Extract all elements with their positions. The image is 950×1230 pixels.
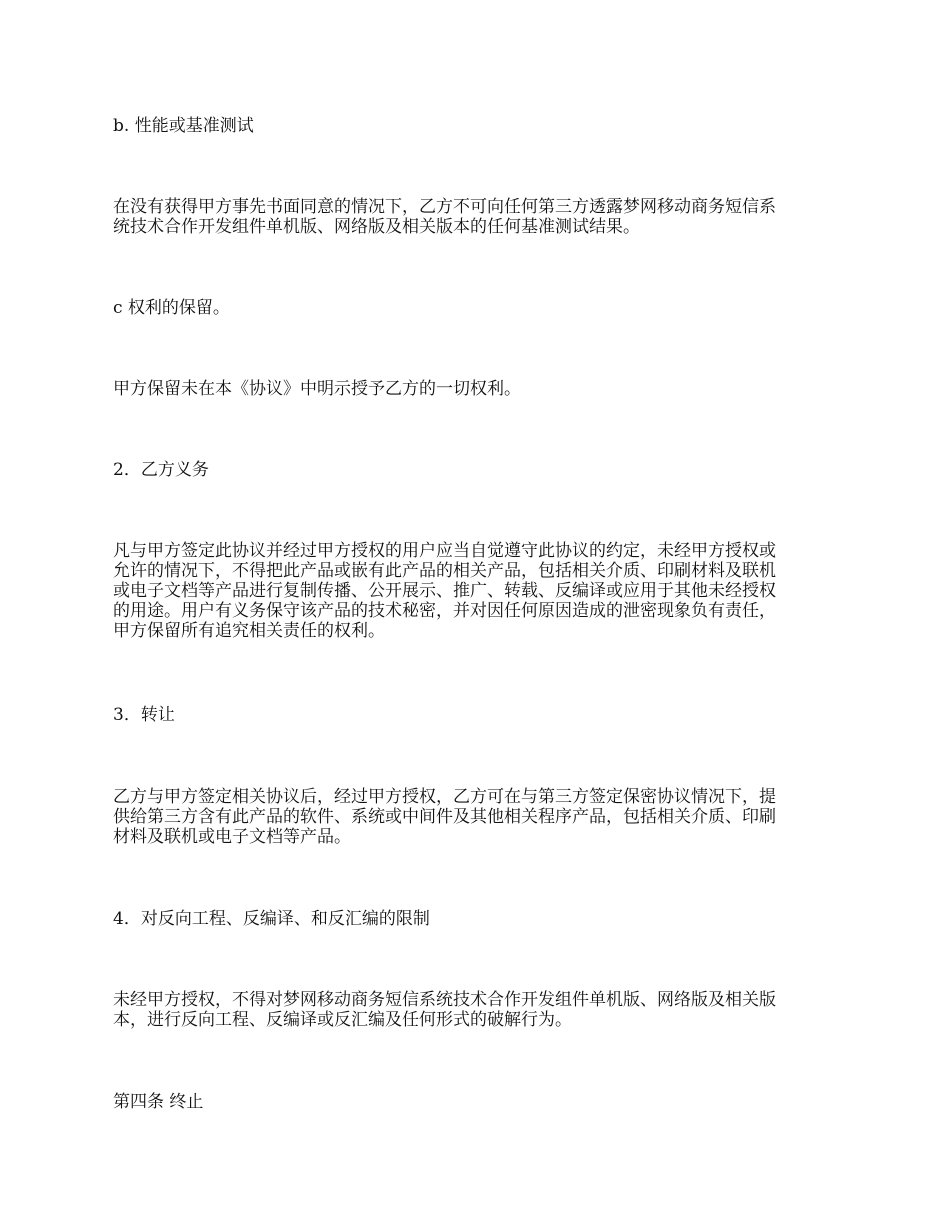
- paragraph-benchmark-disclosure: 在没有获得甲方事先书面同意的情况下，乙方不可向任何第三方透露梦网移动商务短信系 统技术合作开发组件单机版、网络版及相关版本的任何基准测试结果。: [113, 197, 776, 237]
- section-3-heading: 3．转让: [113, 705, 175, 725]
- subsection-c-heading: c 权利的保留。: [113, 298, 230, 318]
- paragraph-rights-reserved: 甲方保留未在本《协议》中明示授予乙方的一切权利。: [113, 379, 521, 399]
- subsection-b-heading: b. 性能或基准测试: [113, 116, 254, 136]
- paragraph-party-b-obligations: 凡与甲方签定此协议并经过甲方授权的用户应当自觉遵守此协议的约定，未经甲方授权或 允许的情况下，不得把此产品或嵌有此产品的相关产品，包括相关介质、印刷材料及联机 或电子文档等产品进行复制传播、公开展示、推广、转载、反编译或应用于其他未经授权 的用途。用户有义务保守该产品的技术秘密，并对因任何原因造成的泄密现象负有责任， 甲方保留所有追究相关责任的权利。: [113, 541, 776, 641]
- paragraph-transfer: 乙方与甲方签定相关协议后，经过甲方授权，乙方可在与第三方签定保密协议情况下，提 供给第三方含有此产品的软件、系统或中间件及其他相关程序产品，包括相关介质、印刷 材料及联机或电子文档等产品。: [113, 787, 776, 847]
- paragraph-reverse-engineering: 未经甲方授权，不得对梦网移动商务短信系统技术合作开发组件单机版、网络版及相关版 本，进行反向工程、反编译或反汇编及任何形式的破解行为。: [113, 990, 776, 1030]
- section-2-heading: 2．乙方义务: [113, 460, 209, 480]
- section-4-heading: 4．对反向工程、反编译、和反汇编的限制: [113, 909, 430, 929]
- article-4-heading: 第四条 终止: [113, 1092, 204, 1112]
